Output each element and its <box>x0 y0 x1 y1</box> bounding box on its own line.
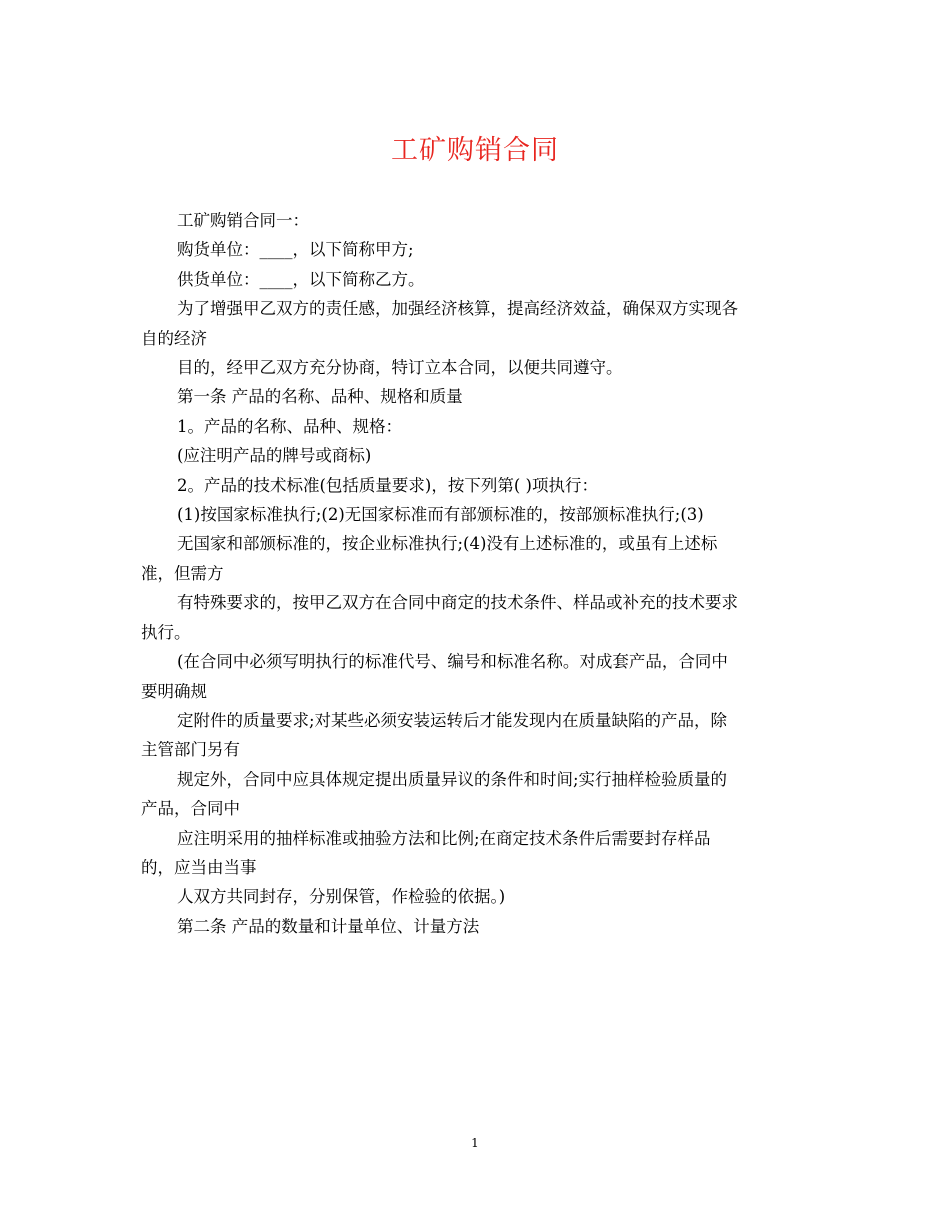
body-line: (1)按国家标准执行;(2)无国家标准而有部颁标准的，按部颁标准执行;(3) <box>177 505 704 525</box>
body-line: 有特殊要求的，按甲乙双方在合同中商定的技术条件、样品或补充的技术要求 <box>177 593 738 613</box>
body-line: 第二条 产品的数量和计量单位、计量方法 <box>177 916 480 936</box>
page-number: 1 <box>471 1136 479 1150</box>
body-line: 产品，合同中 <box>141 799 240 819</box>
document-title: 工矿购销合同 <box>391 135 559 166</box>
body-line: 要明确规 <box>141 681 207 701</box>
body-line: 准，但需方 <box>141 563 224 583</box>
document-body <box>141 206 813 941</box>
body-line: 2。产品的技术标准(包括质量要求)，按下列第( )项执行： <box>177 475 598 495</box>
body-line: 目的，经甲乙双方充分协商，特订立本合同，以便共同遵守。 <box>177 358 623 378</box>
body-line: 无国家和部颁标准的，按企业标准执行;(4)没有上述标准的，或虽有上述标 <box>177 534 718 554</box>
body-line: 定附件的质量要求;对某些必须安装运转后才能发现内在质量缺陷的产品，除 <box>177 710 728 730</box>
body-line: 的，应当由当事 <box>141 857 257 877</box>
body-line: 主管部门另有 <box>141 740 240 760</box>
body-line: 自的经济 <box>141 328 207 348</box>
body-line: 1。产品的名称、品种、规格： <box>177 416 402 436</box>
body-line: 供货单位：____，以下简称乙方。 <box>177 269 425 289</box>
body-line: 人双方共同封存，分别保管，作检验的依据。) <box>177 887 506 907</box>
body-line: 工矿购销合同一： <box>177 211 309 230</box>
body-line: 执行。 <box>141 622 191 642</box>
body-line: 第一条 产品的名称、品种、规格和质量 <box>177 387 463 407</box>
body-line: 规定外，合同中应具体规定提出质量异议的条件和时间;实行抽样检验质量的 <box>177 769 728 789</box>
body-line: 应注明采用的抽样标准或抽验方法和比例;在商定技术条件后需要封存样品 <box>177 828 711 848</box>
body-line: 为了增强甲乙双方的责任感，加强经济核算，提高经济效益，确保双方实现各 <box>177 299 738 319</box>
body-line: (应注明产品的牌号或商标) <box>177 446 372 466</box>
body-line: 购货单位：____，以下简称甲方; <box>177 240 414 260</box>
body-line: (在合同中必须写明执行的标准代号、编号和标准名称。对成套产品，合同中 <box>177 652 728 672</box>
